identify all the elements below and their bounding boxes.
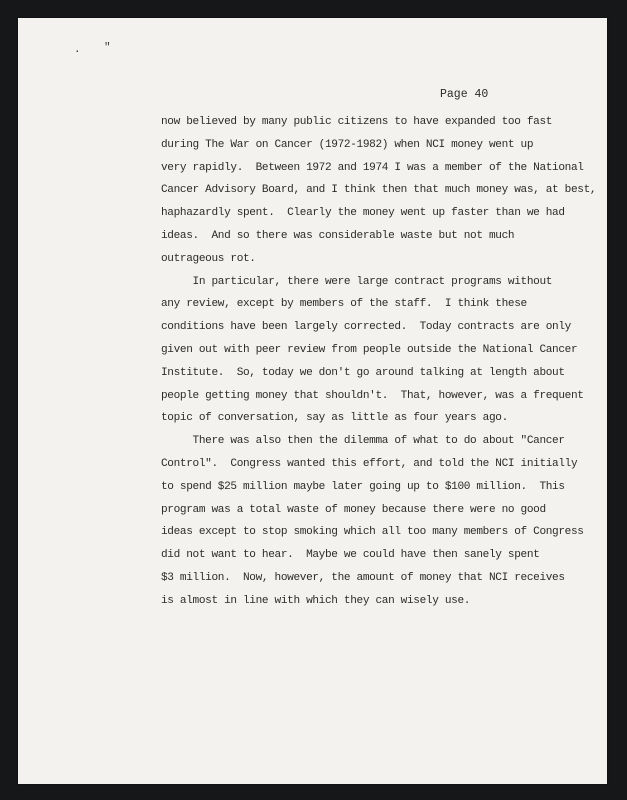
- text-line: ideas except to stop smoking which all too many members of Congress: [161, 526, 584, 539]
- text-line: did not want to hear. Maybe we could have then sanely spent: [161, 549, 540, 562]
- text-line: given out with peer review from people outside the National Cancer: [161, 343, 578, 356]
- text-line: In particular, there were large contract programs without: [161, 275, 553, 288]
- paper-sheet: [18, 18, 607, 784]
- text-line: Cancer Advisory Board, and I think then that much money was, at best,: [161, 184, 597, 197]
- text-line: during The War on Cancer (1972-1982) when NCI money went up: [161, 138, 534, 151]
- text-line: ideas. And so there was considerable waste but not much: [161, 229, 515, 242]
- text-line: Institute. So, today we don't go around talking at length about: [161, 366, 565, 379]
- text-line: There was also then the dilemma of what to do about "Cancer: [161, 435, 565, 448]
- text-line: any review, except by members of the staff. I think these: [161, 298, 527, 311]
- text-line: now believed by many public citizens to have expanded too fast: [161, 116, 553, 128]
- text-line: program was a total waste of money because there were no good: [161, 503, 546, 516]
- text-line: to spend $25 million maybe later going up to $100 million. This: [161, 480, 565, 493]
- text-line: people getting money that shouldn't. That, however, was a frequent: [161, 389, 584, 402]
- stray-mark: .: [74, 44, 81, 56]
- stray-mark: ": [104, 42, 111, 54]
- body-text: [161, 111, 597, 613]
- text-line: haphazardly spent. Clearly the money went up faster than we had: [161, 207, 565, 220]
- text-line: Control". Congress wanted this effort, and told the NCI initially: [161, 457, 578, 470]
- text-line: conditions have been largely corrected. Today contracts are only: [161, 321, 571, 334]
- page-number: Page 40: [440, 88, 489, 101]
- text-line: $3 million. Now, however, the amount of money that NCI receives: [161, 571, 565, 584]
- text-line: is almost in line with which they can wisely use.: [161, 594, 471, 607]
- text-line: outrageous rot.: [161, 252, 256, 265]
- text-line: topic of conversation, say as little as four years ago.: [161, 412, 508, 425]
- text-line: very rapidly. Between 1972 and 1974 I was a member of the National: [161, 161, 584, 174]
